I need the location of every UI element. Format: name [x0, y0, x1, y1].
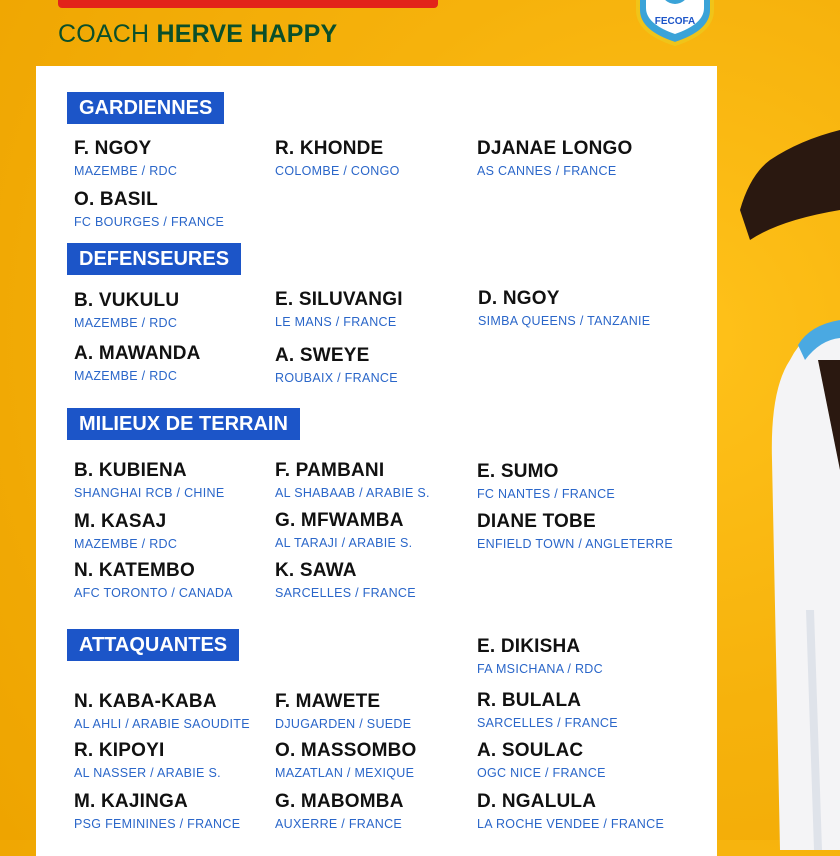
player-name: K. SAWA	[275, 560, 357, 581]
player-club: FC NANTES / FRANCE	[477, 487, 616, 501]
player-entry	[477, 791, 664, 831]
player-entry	[275, 560, 416, 600]
player-club: AL AHLI / ARABIE SAOUDITE	[74, 717, 250, 731]
player-entry	[74, 791, 240, 831]
player-name: M. KASAJ	[74, 511, 167, 532]
player-photo	[710, 130, 840, 850]
player-name: R. BULALA	[477, 690, 582, 711]
player-club: AL NASSER / ARABIE S.	[74, 766, 221, 780]
player-name: F. PAMBANI	[275, 460, 385, 481]
player-club: OGC NICE / FRANCE	[477, 766, 606, 780]
player-entry	[275, 345, 398, 385]
fecofa-logo	[632, 0, 718, 46]
player-entry	[74, 511, 177, 551]
player-entry	[477, 461, 615, 501]
player-name: A. MAWANDA	[74, 343, 201, 364]
player-club: MAZEMBE / RDC	[74, 369, 178, 383]
player-club: SIMBA QUEENS / TANZANIE	[478, 314, 651, 328]
player-entry	[477, 511, 673, 551]
player-name: G. MABOMBA	[275, 791, 404, 812]
coach-line	[58, 20, 337, 49]
player-entry	[74, 189, 224, 229]
player-club: AFC TORONTO / CANADA	[74, 586, 233, 600]
player-name: M. KAJINGA	[74, 791, 188, 812]
player-club: MAZEMBE / RDC	[74, 316, 178, 330]
player-entry	[477, 138, 632, 178]
player-entry	[74, 740, 221, 780]
player-club: FC BOURGES / FRANCE	[74, 215, 225, 229]
section-label-attaquantes: ATTAQUANTES	[67, 629, 239, 661]
player-name: E. DIKISHA	[477, 636, 581, 657]
coach-name: HERVE HAPPY	[156, 20, 338, 48]
player-name: G. MFWAMBA	[275, 510, 404, 531]
player-entry	[275, 791, 404, 831]
player-entry	[74, 560, 233, 600]
player-name: O. BASIL	[74, 189, 158, 210]
player-club: DJUGARDEN / SUEDE	[275, 717, 412, 731]
player-club: LE MANS / FRANCE	[275, 315, 397, 329]
player-name: O. MASSOMBO	[275, 740, 417, 761]
player-club: COLOMBE / CONGO	[275, 164, 400, 178]
squad-card	[36, 66, 717, 856]
logo-text: FECOFA	[654, 16, 696, 27]
player-club: AUXERRE / FRANCE	[275, 817, 403, 831]
player-club: MAZATLAN / MEXIQUE	[275, 766, 415, 780]
player-name: DIANE TOBE	[477, 511, 596, 532]
player-entry	[275, 510, 412, 550]
section-label-defenseures: DEFENSEURES	[67, 243, 241, 275]
player-club: MAZEMBE / RDC	[74, 537, 178, 551]
player-name: A. SOULAC	[477, 740, 584, 761]
section-label-milieux: MILIEUX DE TERRAIN	[67, 408, 300, 440]
player-name: B. VUKULU	[74, 290, 180, 311]
player-club: LA ROCHE VENDEE / FRANCE	[477, 817, 665, 831]
player-entry	[74, 691, 250, 731]
player-name: DJANAE LONGO	[477, 138, 633, 159]
player-entry	[275, 740, 417, 780]
player-club: SHANGHAI RCB / CHINE	[74, 486, 225, 500]
section-label-gardiennes: GARDIENNES	[67, 92, 224, 124]
title-banner	[58, 0, 438, 8]
player-name: E. SUMO	[477, 461, 559, 482]
player-club: ENFIELD TOWN / ANGLETERRE	[477, 537, 673, 551]
player-name: B. KUBIENA	[74, 460, 187, 481]
player-name: F. NGOY	[74, 138, 152, 159]
player-name: R. KIPOYI	[74, 740, 165, 761]
player-club: SARCELLES / FRANCE	[477, 716, 618, 730]
player-club: AS CANNES / FRANCE	[477, 164, 617, 178]
player-entry	[275, 138, 400, 178]
player-club: AL TARAJI / ARABIE S.	[275, 536, 413, 550]
player-club: ROUBAIX / FRANCE	[275, 371, 398, 385]
player-club: AL SHABAAB / ARABIE S.	[275, 486, 430, 500]
player-name: D. NGOY	[478, 288, 560, 309]
player-entry	[74, 138, 177, 178]
player-entry	[477, 690, 618, 730]
player-name: N. KABA-KABA	[74, 691, 217, 712]
player-entry	[477, 636, 603, 676]
player-entry	[275, 289, 403, 329]
player-name: N. KATEMBO	[74, 560, 195, 581]
player-entry	[275, 460, 430, 500]
coach-prefix: COACH	[58, 20, 150, 48]
player-entry	[275, 691, 411, 731]
player-club: SARCELLES / FRANCE	[275, 586, 416, 600]
player-name: D. NGALULA	[477, 791, 597, 812]
player-entry	[74, 460, 224, 500]
player-entry	[477, 740, 606, 780]
player-club: PSG FEMININES / FRANCE	[74, 817, 241, 831]
player-entry	[74, 343, 201, 383]
player-name: E. SILUVANGI	[275, 289, 403, 310]
player-name: A. SWEYE	[275, 345, 370, 366]
player-club: MAZEMBE / RDC	[74, 164, 178, 178]
player-name: R. KHONDE	[275, 138, 384, 159]
player-name: F. MAWETE	[275, 691, 381, 712]
player-club: FA MSICHANA / RDC	[477, 662, 603, 676]
player-entry	[478, 288, 650, 328]
player-entry	[74, 290, 179, 330]
